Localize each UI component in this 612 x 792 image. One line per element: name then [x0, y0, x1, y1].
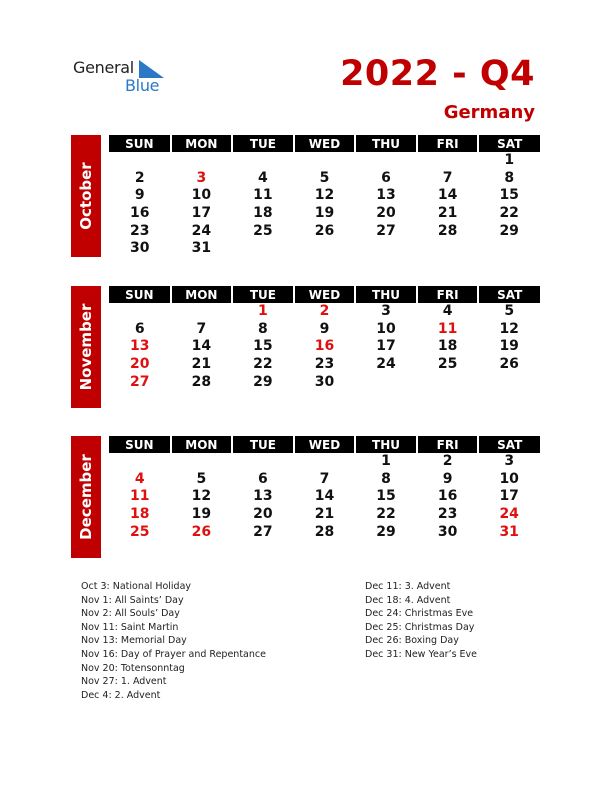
empty-day-cell: [355, 152, 417, 170]
day-cell: 7: [442, 169, 453, 186]
weekday-header-row: [109, 436, 540, 453]
day-cell: 7: [319, 470, 330, 487]
week-row: [109, 303, 540, 321]
day-cell: 7: [196, 320, 207, 337]
month-december: [71, 436, 540, 558]
holiday-note: Dec 26: Boxing Day: [365, 635, 459, 647]
holiday-note: Dec 4: 2. Advent: [81, 689, 161, 701]
day-cell: 20: [253, 506, 273, 523]
week-row: [109, 453, 540, 471]
day-cell: 20: [130, 356, 150, 373]
month-november: [71, 286, 540, 408]
day-cell: 22: [253, 356, 273, 373]
day-cell: 28: [437, 222, 458, 239]
week-row: [109, 356, 540, 374]
day-cell: 11: [437, 320, 458, 337]
weekday-header: TUE: [232, 436, 294, 453]
day-cell: 15: [376, 488, 396, 505]
weekday-header: SAT: [478, 286, 540, 303]
empty-day-cell: [109, 453, 171, 471]
day-cell: 27: [253, 523, 273, 540]
week-row: [109, 187, 540, 205]
holiday-note: Nov 16: Day of Prayer and Repentance: [81, 648, 266, 660]
day-cell: 8: [258, 320, 268, 337]
day-cell: 6: [381, 169, 391, 186]
holiday-note: Dec 24: Christmas Eve: [365, 608, 474, 620]
day-cell: 14: [437, 187, 458, 204]
day-cell: 14: [314, 488, 335, 505]
weekday-header: WED: [294, 286, 356, 303]
day-cell: 25: [130, 523, 150, 540]
weekday-header: MON: [171, 286, 233, 303]
holiday-note: Dec 25: Christmas Day: [365, 621, 475, 633]
day-cell: 4: [442, 303, 453, 320]
day-cell: 12: [499, 320, 519, 337]
weekday-header: FRI: [417, 436, 479, 453]
day-cell: 2: [319, 303, 330, 320]
day-cell: 4: [134, 470, 145, 487]
holiday-note: Nov 2: All Souls’ Day: [81, 608, 180, 620]
day-cell: 29: [499, 222, 519, 239]
day-cell: 8: [504, 169, 515, 186]
day-cell: 27: [130, 373, 150, 390]
day-cell: 17: [499, 488, 519, 505]
day-cell: 31: [499, 523, 519, 540]
weekday-header: THU: [355, 436, 417, 453]
day-cell: 10: [191, 187, 212, 204]
month-label: October: [77, 162, 95, 230]
day-cell: 5: [196, 470, 207, 487]
weekday-header: MON: [171, 436, 233, 453]
holiday-notes-left: [81, 580, 266, 702]
day-cell: 28: [191, 373, 212, 390]
day-cell: 2: [442, 453, 453, 470]
weekday-header-row: [109, 286, 540, 303]
day-cell: 19: [314, 205, 335, 222]
empty-day-cell: [109, 303, 171, 321]
weekday-header: SUN: [109, 286, 171, 303]
empty-day-cell: [355, 240, 417, 258]
day-cell: 3: [381, 303, 391, 320]
empty-day-cell: [478, 240, 540, 258]
day-cell: 25: [437, 356, 458, 373]
day-cell: 15: [499, 187, 519, 204]
day-cell: 1: [381, 453, 391, 470]
day-cell: 31: [191, 240, 212, 257]
holiday-note: Nov 11: Saint Martin: [81, 621, 179, 633]
day-cell: 18: [437, 338, 458, 355]
day-cell: 9: [442, 470, 453, 487]
weekday-header-row: [109, 135, 540, 152]
weekday-header: SUN: [109, 135, 171, 152]
day-cell: 22: [376, 506, 396, 523]
empty-day-cell: [355, 373, 417, 391]
day-cell: 5: [319, 169, 330, 186]
day-cell: 29: [253, 373, 273, 390]
month-label-band: [71, 436, 101, 558]
month-label-band: [71, 135, 101, 257]
weekday-header: THU: [355, 135, 417, 152]
day-cell: 22: [499, 205, 519, 222]
empty-day-cell: [171, 152, 233, 170]
day-cell: 23: [130, 222, 150, 239]
day-cell: 11: [130, 488, 150, 505]
week-row: [109, 373, 540, 391]
day-cell: 6: [134, 320, 145, 337]
holiday-note: Nov 27: 1. Advent: [81, 676, 167, 688]
day-cell: 30: [130, 240, 150, 257]
weekday-header: SUN: [109, 436, 171, 453]
weekday-header: MON: [171, 135, 233, 152]
page-title: 2022 - Q4: [340, 54, 535, 94]
day-cell: 26: [499, 356, 519, 373]
weekday-header: SAT: [478, 135, 540, 152]
day-cell: 12: [314, 187, 335, 204]
day-cell: 15: [253, 338, 273, 355]
empty-day-cell: [171, 303, 233, 321]
empty-day-cell: [417, 152, 479, 170]
country-name: Germany: [443, 102, 535, 123]
empty-day-cell: [294, 453, 356, 471]
holiday-note: Nov 20: Totensonntag: [81, 662, 185, 674]
empty-day-cell: [171, 453, 233, 471]
empty-day-cell: [109, 152, 171, 170]
month-calendar: [109, 286, 540, 391]
day-cell: 1: [258, 303, 268, 320]
weekday-header: WED: [294, 135, 356, 152]
day-cell: 16: [130, 205, 150, 222]
day-cell: 29: [376, 523, 396, 540]
week-row: [109, 170, 540, 188]
day-cell: 6: [258, 470, 268, 487]
week-row: [109, 321, 540, 339]
day-cell: 21: [437, 205, 458, 222]
day-cell: 10: [499, 470, 519, 487]
month-label: December: [77, 454, 95, 540]
day-cell: 23: [437, 506, 458, 523]
day-cell: 26: [314, 222, 335, 239]
week-row: [109, 506, 540, 524]
day-cell: 30: [314, 373, 335, 390]
week-row: [109, 488, 540, 506]
empty-day-cell: [294, 152, 356, 170]
day-cell: 19: [191, 506, 212, 523]
day-cell: 24: [376, 356, 396, 373]
logo-text-blue: Blue: [125, 76, 160, 95]
week-row: [109, 523, 540, 541]
holiday-note: Nov 13: Memorial Day: [81, 635, 187, 647]
day-cell: 30: [437, 523, 458, 540]
weekday-header: FRI: [417, 135, 479, 152]
day-cell: 9: [134, 187, 145, 204]
day-cell: 5: [504, 303, 515, 320]
day-cell: 14: [191, 338, 212, 355]
day-cell: 16: [437, 488, 458, 505]
weekday-header: SAT: [478, 436, 540, 453]
day-cell: 26: [191, 523, 212, 540]
day-cell: 2: [134, 169, 145, 186]
day-cell: 18: [253, 205, 273, 222]
holiday-notes-right: [365, 580, 477, 662]
empty-day-cell: [232, 240, 294, 258]
month-october: [71, 135, 540, 257]
week-row: [109, 205, 540, 223]
day-cell: 20: [376, 205, 396, 222]
day-cell: 3: [196, 169, 207, 186]
weekday-header: THU: [355, 286, 417, 303]
day-cell: 17: [376, 338, 396, 355]
month-calendar: [109, 135, 540, 258]
holiday-note: Dec 11: 3. Advent: [365, 581, 451, 592]
day-cell: 28: [314, 523, 335, 540]
day-cell: 19: [499, 338, 519, 355]
logo-text-general: General: [73, 58, 134, 77]
holiday-note: Oct 3: National Holiday: [81, 581, 192, 592]
weekday-header: WED: [294, 436, 356, 453]
empty-day-cell: [417, 240, 479, 258]
weekday-header: TUE: [232, 286, 294, 303]
week-row: [109, 240, 540, 258]
empty-day-cell: [478, 373, 540, 391]
day-cell: 13: [376, 187, 396, 204]
holiday-note: Dec 31: New Year’s Eve: [365, 648, 478, 660]
day-cell: 11: [253, 187, 273, 204]
day-cell: 16: [314, 338, 335, 355]
weekday-header: TUE: [232, 135, 294, 152]
month-label: November: [77, 303, 95, 391]
day-cell: 8: [381, 470, 391, 487]
day-cell: 13: [130, 338, 150, 355]
day-cell: 24: [191, 222, 212, 239]
day-cell: 21: [191, 356, 212, 373]
day-cell: 24: [499, 506, 519, 523]
week-row: [109, 338, 540, 356]
holiday-note: Nov 1: All Saints’ Day: [81, 594, 184, 606]
day-cell: 25: [253, 222, 273, 239]
empty-day-cell: [417, 373, 479, 391]
day-cell: 23: [314, 356, 335, 373]
day-cell: 21: [314, 506, 335, 523]
day-cell: 1: [504, 152, 515, 169]
logo: [73, 58, 173, 98]
week-row: [109, 471, 540, 489]
day-cell: 17: [191, 205, 212, 222]
month-label-band: [71, 286, 101, 408]
week-row: [109, 222, 540, 240]
day-cell: 9: [319, 320, 330, 337]
empty-day-cell: [232, 453, 294, 471]
day-cell: 4: [258, 169, 268, 186]
empty-day-cell: [294, 240, 356, 258]
month-calendar: [109, 436, 540, 541]
holiday-note: Dec 18: 4. Advent: [365, 594, 451, 606]
weekday-header: FRI: [417, 286, 479, 303]
day-cell: 10: [376, 320, 396, 337]
day-cell: 12: [191, 488, 212, 505]
week-row: [109, 152, 540, 170]
day-cell: 27: [376, 222, 396, 239]
day-cell: 3: [504, 453, 515, 470]
day-cell: 13: [253, 488, 273, 505]
day-cell: 18: [130, 506, 150, 523]
empty-day-cell: [232, 152, 294, 170]
